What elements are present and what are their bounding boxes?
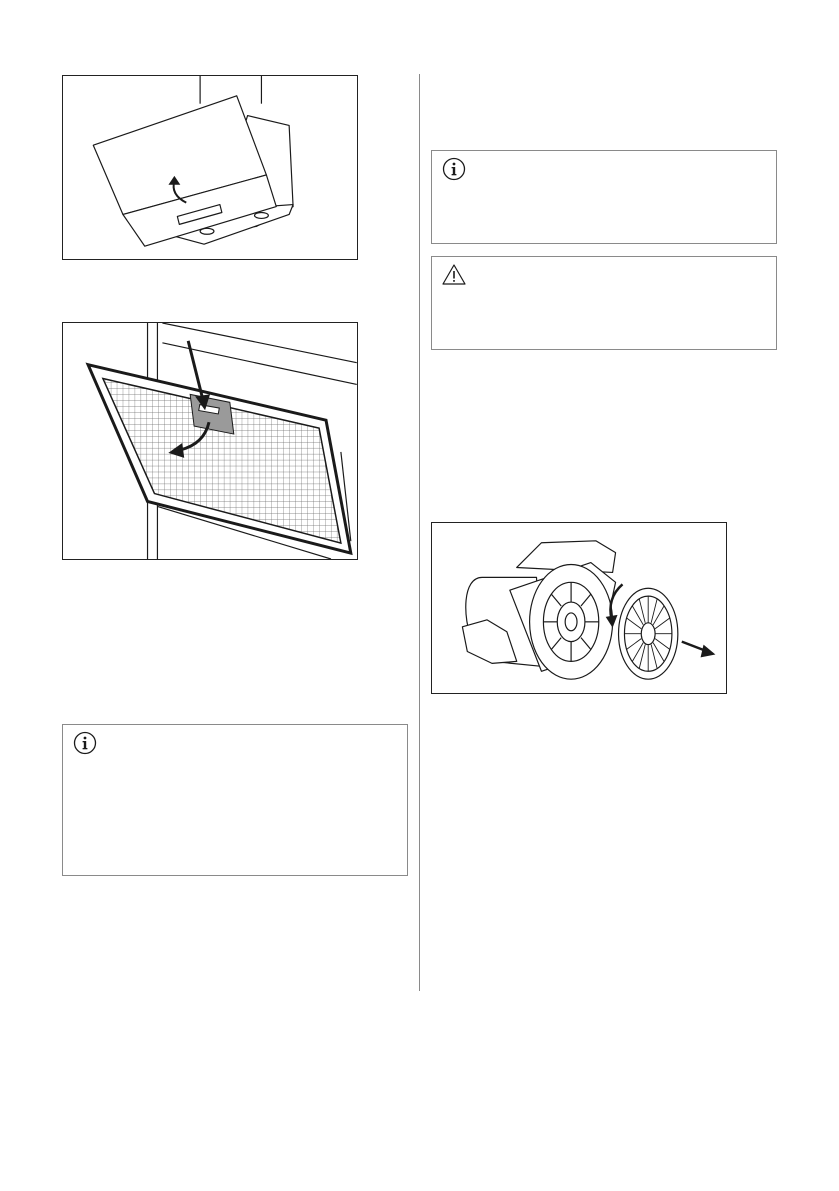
- info-icon: [73, 731, 97, 755]
- info-note-left: [62, 724, 408, 876]
- grease-filter-figure: [62, 322, 358, 560]
- hood-panel-figure: [62, 75, 358, 260]
- warning-note-right: [431, 256, 777, 350]
- info-icon: [442, 157, 466, 181]
- hood-panel-lift-illustration: [63, 76, 357, 259]
- carbon-filter-illustration: [432, 523, 726, 693]
- carbon-filter-figure: [431, 522, 727, 694]
- info-note-right: [431, 150, 777, 244]
- warning-icon: [442, 263, 466, 287]
- grease-filter-illustration: [63, 323, 357, 559]
- column-divider: [419, 74, 420, 991]
